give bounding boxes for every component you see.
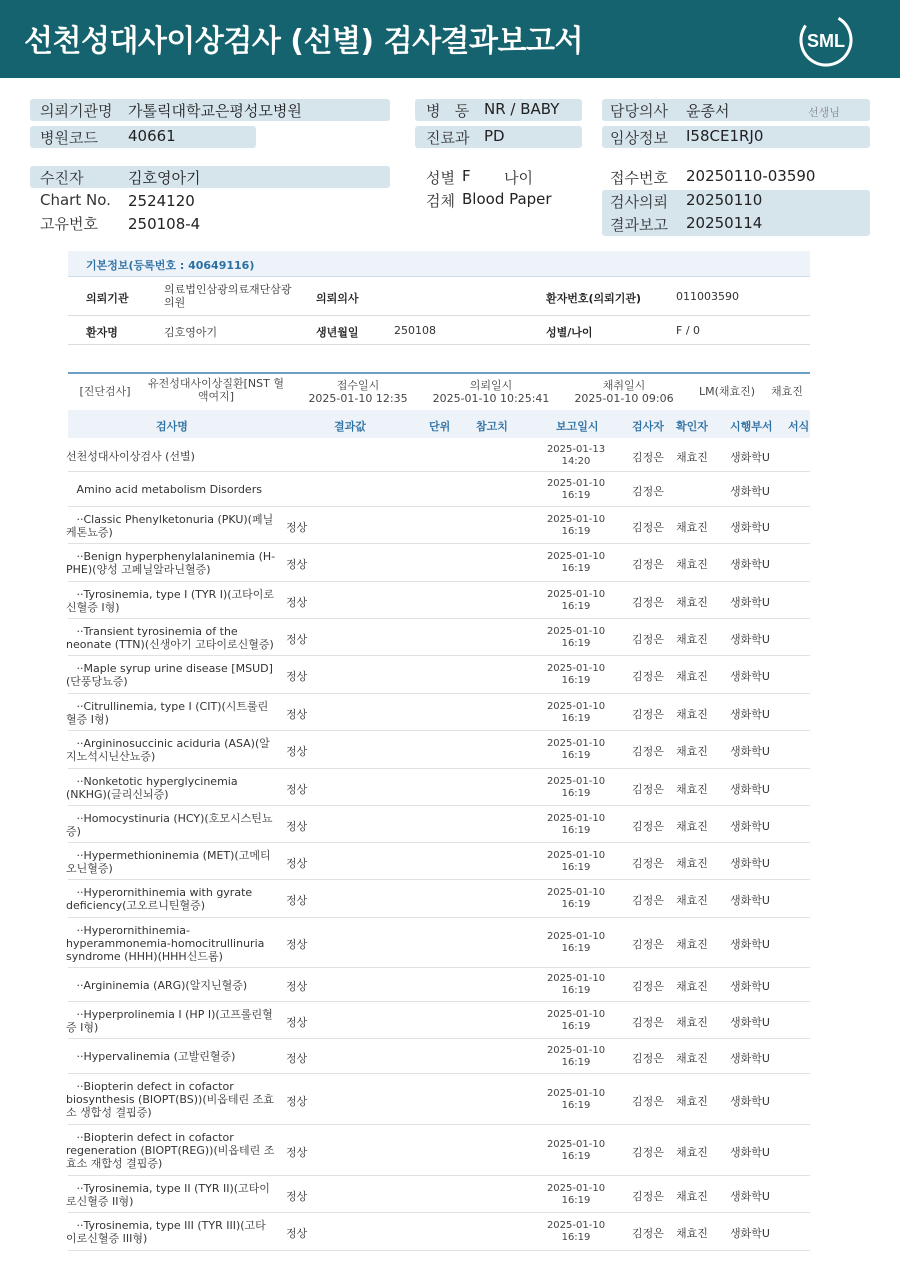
tester: 김정은 bbox=[632, 520, 664, 534]
patient-label: 수진자 bbox=[40, 169, 84, 187]
confirmer: 채효진 bbox=[676, 451, 708, 464]
ward-value: NR / BABY bbox=[484, 100, 560, 118]
test-name: ··Nonketotic hyperglycinemia (NKHG)(글리신뇌증) bbox=[66, 774, 242, 801]
diag-collect-value: 2025-01-10 09:06 bbox=[574, 392, 674, 405]
test-name: ··Hyperornithinemia with gyrate deficiency(고오르니틴혈증) bbox=[66, 886, 256, 912]
diag-test: 유전성대사이상질환[NST 혈액여지] bbox=[148, 377, 284, 403]
report-time: 16:19 bbox=[561, 985, 591, 996]
dept-label: 진료과 bbox=[426, 129, 470, 147]
test-name: Amino acid metabolism Disorders bbox=[66, 483, 262, 496]
tester: 김정은 bbox=[632, 707, 664, 721]
report-datetime bbox=[546, 626, 606, 650]
uid-label: 고유번호 bbox=[40, 215, 98, 233]
tester: 김정은 bbox=[632, 451, 664, 464]
test-name: ··Argininemia (ARG)(알지닌혈증) bbox=[66, 978, 248, 992]
report-datetime bbox=[546, 444, 606, 468]
sex-label: 성별 bbox=[426, 169, 455, 187]
table-row bbox=[68, 769, 810, 806]
tester: 김정은 bbox=[632, 745, 664, 758]
table-row bbox=[68, 582, 810, 619]
result-value: 정상 bbox=[286, 1015, 308, 1029]
result-value: 정상 bbox=[286, 819, 308, 833]
report-date: 2025-01-10 bbox=[546, 738, 606, 749]
report-datetime bbox=[546, 973, 606, 997]
confirmer: 채효진 bbox=[676, 595, 708, 609]
report-date: 2025-01-10 bbox=[546, 1087, 606, 1099]
uid-value: 250108-4 bbox=[128, 215, 201, 233]
report-date: 2025-01-10 bbox=[546, 775, 606, 787]
report-time: 16:19 bbox=[561, 824, 591, 836]
report-value: 20250114 bbox=[686, 214, 763, 232]
specimen-value: Blood Paper bbox=[462, 190, 552, 208]
col-unit: 단위 bbox=[429, 420, 451, 433]
confirmer: 채효진 bbox=[676, 980, 708, 993]
report-date: 2025-01-10 bbox=[546, 625, 606, 637]
request-value: 20250110 bbox=[686, 191, 763, 209]
code-label: 병원코드 bbox=[40, 129, 98, 147]
table-row bbox=[68, 843, 810, 880]
confirmer: 채효진 bbox=[676, 894, 708, 907]
tester: 김정은 bbox=[632, 980, 664, 993]
tester: 김정은 bbox=[632, 632, 664, 646]
report-time: 16:19 bbox=[561, 1056, 591, 1068]
report-datetime bbox=[546, 1088, 606, 1112]
report-time: 16:19 bbox=[561, 861, 591, 873]
basic-info-heading: 기본정보(등록번호 : 40649116) bbox=[86, 259, 255, 272]
doctor-suffix: 선생님 bbox=[808, 106, 840, 119]
test-name: 선천성대사이상검사 (선별) bbox=[66, 450, 195, 463]
tester: 김정은 bbox=[632, 1015, 664, 1029]
report-date: 2025-01-10 bbox=[546, 973, 606, 984]
test-name: ··Citrullinemia, type I (CIT)(시트룰린혈증 I형) bbox=[66, 699, 269, 726]
result-value: 정상 bbox=[286, 1094, 308, 1108]
report-date: 2025-01-10 bbox=[546, 700, 606, 712]
confirmer: 채효진 bbox=[676, 1189, 708, 1203]
test-name: ··Hypermethioninemia (MET)(고메티오닌혈증) bbox=[66, 848, 271, 875]
report-datetime bbox=[546, 589, 606, 613]
diag-collect-label: 채취일시 bbox=[602, 379, 646, 392]
table-row bbox=[68, 544, 810, 582]
doctor-label: 담당의사 bbox=[610, 102, 668, 120]
patient-no-value: 011003590 bbox=[676, 290, 739, 303]
tester: 김정은 bbox=[632, 938, 664, 951]
department: 생화학U bbox=[730, 595, 770, 609]
report-time: 16:19 bbox=[561, 563, 591, 574]
confirmer: 채효진 bbox=[676, 938, 708, 951]
clinical-value: I58CE1RJ0 bbox=[686, 127, 764, 145]
col-confirmer: 확인자 bbox=[676, 420, 708, 433]
patient-no-label: 환자번호(의뢰기관) bbox=[546, 292, 642, 305]
report-datetime bbox=[546, 1045, 606, 1069]
department: 생화학U bbox=[730, 520, 770, 534]
report-datetime bbox=[546, 663, 606, 687]
report-datetime bbox=[546, 1139, 606, 1163]
col-tester: 검사자 bbox=[632, 420, 664, 433]
results-column-header bbox=[68, 410, 810, 438]
report-time: 16:19 bbox=[561, 943, 591, 954]
report-time: 16:19 bbox=[561, 1099, 591, 1111]
ward-label: 병 동 bbox=[426, 102, 470, 120]
report-datetime bbox=[546, 931, 606, 955]
tester: 김정은 bbox=[632, 484, 664, 498]
test-name: ··Benign hyperphenylalaninemia (H-PHE)(양성 고페닐알라닌혈증) bbox=[66, 550, 276, 576]
result-value: 정상 bbox=[286, 707, 308, 721]
table-row bbox=[68, 918, 810, 968]
chart-value: 2524120 bbox=[128, 192, 195, 210]
table-row bbox=[68, 440, 810, 472]
request-label: 검사의뢰 bbox=[610, 193, 668, 211]
test-name: ··Homocystinuria (HCY)(호모시스틴뇨증) bbox=[66, 811, 273, 838]
report-time: 16:19 bbox=[561, 525, 591, 537]
report-time: 16:19 bbox=[561, 489, 591, 501]
department: 생화학U bbox=[730, 782, 770, 796]
diag-receipt-value: 2025-01-10 12:35 bbox=[308, 392, 408, 405]
department: 생화학U bbox=[730, 938, 770, 951]
department: 생화학U bbox=[730, 745, 770, 758]
result-value: 정상 bbox=[286, 782, 308, 796]
report-date: 2025-01-10 bbox=[546, 477, 606, 489]
tester: 김정은 bbox=[632, 1189, 664, 1203]
chart-label: Chart No. bbox=[40, 191, 111, 209]
org-label: 의뢰기관명 bbox=[40, 102, 113, 120]
test-name: ··Tyrosinemia, type I (TYR I)(고타이로신혈증 I형) bbox=[66, 587, 275, 614]
result-value: 정상 bbox=[286, 856, 308, 870]
svg-text:SML: SML bbox=[807, 31, 845, 51]
test-name: ··Transient tyrosinemia of the neonate (TTN)(신생아기 고타이로신혈증) bbox=[66, 624, 274, 651]
tester: 김정은 bbox=[632, 1145, 664, 1159]
result-value: 정상 bbox=[286, 1227, 308, 1240]
result-value: 정상 bbox=[286, 1051, 308, 1065]
table-row bbox=[68, 1125, 810, 1176]
confirmer: 채효진 bbox=[676, 632, 708, 646]
specimen-label: 검체 bbox=[426, 192, 455, 210]
report-date: 2025-01-10 bbox=[546, 513, 606, 525]
confirmer: 채효진 bbox=[676, 1094, 708, 1108]
tester: 김정은 bbox=[632, 558, 664, 571]
report-time: 16:19 bbox=[561, 637, 591, 649]
report-datetime bbox=[546, 478, 606, 502]
confirmer: 채효진 bbox=[676, 1145, 708, 1159]
test-name: ··Argininosuccinic aciduria (ASA)(알지노석시닌산뇨증) bbox=[66, 737, 270, 763]
confirmer: 채효진 bbox=[676, 707, 708, 721]
result-value: 정상 bbox=[286, 632, 308, 646]
test-name: ··Biopterin defect in cofactor biosynthesis (BIOPT(BS))(비옵테린 조효소 생합성 결핍증) bbox=[66, 1080, 274, 1119]
report-datetime bbox=[546, 738, 606, 762]
tester: 김정은 bbox=[632, 1051, 664, 1065]
basic-info-header bbox=[68, 251, 810, 277]
report-date: 2025-01-10 bbox=[546, 1044, 606, 1056]
table-row bbox=[68, 694, 810, 731]
report-time: 16:19 bbox=[561, 600, 591, 612]
report-date: 2025-01-13 bbox=[546, 444, 606, 455]
patient-value: 김호영아기 bbox=[128, 169, 201, 187]
test-name: ··Hyperornithinemia-hyperammonemia-homocitrullinuria syndrome (HHH)(HHH신드롬) bbox=[66, 923, 268, 963]
report-time: 16:19 bbox=[561, 787, 591, 799]
report-datetime bbox=[546, 1183, 606, 1207]
report-datetime bbox=[546, 887, 606, 911]
diag-receipt-label: 접수일시 bbox=[336, 379, 380, 392]
department: 생화학U bbox=[730, 856, 770, 870]
result-value: 정상 bbox=[286, 558, 308, 571]
confirmer: 채효진 bbox=[676, 782, 708, 796]
report-time: 16:19 bbox=[561, 750, 591, 761]
divider bbox=[68, 315, 810, 316]
result-value: 정상 bbox=[286, 745, 308, 758]
req-doctor-label: 의뢰의사 bbox=[316, 292, 359, 305]
department: 생화학U bbox=[730, 1015, 770, 1029]
table-row bbox=[68, 968, 810, 1002]
sex-value: F bbox=[462, 167, 471, 185]
report-time: 16:19 bbox=[561, 1150, 591, 1162]
confirmer: 채효진 bbox=[676, 1051, 708, 1065]
table-row bbox=[68, 880, 810, 918]
table-row bbox=[68, 656, 810, 694]
confirmer: 채효진 bbox=[676, 819, 708, 833]
report-date: 2025-01-10 bbox=[546, 931, 606, 942]
report-datetime bbox=[546, 514, 606, 538]
result-value: 정상 bbox=[286, 938, 308, 951]
report-datetime bbox=[546, 701, 606, 725]
table-row bbox=[68, 806, 810, 843]
report-label: 결과보고 bbox=[610, 216, 668, 234]
test-name: ··Classic Phenylketonuria (PKU)(페닐케톤뇨증) bbox=[66, 512, 274, 539]
report-time: 16:19 bbox=[561, 675, 591, 686]
result-value: 정상 bbox=[286, 1145, 308, 1159]
department: 생화학U bbox=[730, 980, 770, 993]
table-row bbox=[68, 1002, 810, 1039]
patient-bar bbox=[30, 166, 390, 188]
result-value: 정상 bbox=[286, 894, 308, 907]
table-row bbox=[68, 1176, 810, 1213]
sml-logo bbox=[798, 12, 854, 68]
result-value: 정상 bbox=[286, 595, 308, 609]
doctor-value: 윤종서 bbox=[686, 102, 730, 120]
department: 생화학U bbox=[730, 1189, 770, 1203]
test-name: ··Hyperprolinemia I (HP I)(고프롤린혈증 I형) bbox=[66, 1007, 273, 1034]
inst-value: 의료법인삼광의료재단삼광의원 bbox=[164, 283, 292, 309]
table-row bbox=[68, 472, 810, 507]
report-datetime bbox=[546, 1220, 606, 1244]
test-name: ··Hypervalinemia (고발린혈증) bbox=[66, 1050, 236, 1063]
confirmer: 채효진 bbox=[676, 520, 708, 534]
tester: 김정은 bbox=[632, 819, 664, 833]
tester: 김정은 bbox=[632, 1094, 664, 1108]
test-name: ··Maple syrup urine disease [MSUD](단풍당뇨증) bbox=[66, 662, 273, 688]
table-row bbox=[68, 731, 810, 769]
report-title: 선천성대사이상검사 (선별) 검사결과보고서 bbox=[24, 24, 583, 59]
report-date: 2025-01-10 bbox=[546, 588, 606, 600]
result-value: 정상 bbox=[286, 670, 308, 683]
report-datetime bbox=[546, 813, 606, 837]
report-date: 2025-01-10 bbox=[546, 551, 606, 562]
dept-value: PD bbox=[484, 127, 505, 145]
col-reference: 참고치 bbox=[476, 420, 508, 433]
test-name: ··Tyrosinemia, type III (TYR III)(고타이로신혈증 III형) bbox=[66, 1219, 266, 1245]
inst-label: 의뢰기관 bbox=[86, 292, 129, 305]
confirmer: 채효진 bbox=[676, 558, 708, 571]
confirmer: 채효진 bbox=[676, 745, 708, 758]
report-datetime bbox=[546, 551, 606, 575]
confirmer: 채효진 bbox=[676, 1015, 708, 1029]
department: 생화학U bbox=[730, 451, 770, 464]
diag-request-value: 2025-01-10 10:25:41 bbox=[432, 392, 550, 405]
report-time: 16:19 bbox=[561, 899, 591, 910]
tester: 김정은 bbox=[632, 1227, 664, 1240]
tester: 김정은 bbox=[632, 670, 664, 683]
table-row bbox=[68, 1074, 810, 1125]
diag-type: [진단검사] bbox=[79, 385, 131, 398]
report-datetime bbox=[546, 1009, 606, 1033]
department: 생화학U bbox=[730, 670, 770, 683]
department: 생화학U bbox=[730, 894, 770, 907]
table-row bbox=[68, 1039, 810, 1074]
result-value: 정상 bbox=[286, 520, 308, 534]
org-value: 가톨릭대학교은평성모병원 bbox=[128, 102, 302, 120]
tester: 김정은 bbox=[632, 894, 664, 907]
department: 생화학U bbox=[730, 632, 770, 646]
sexage-label: 성별/나이 bbox=[546, 326, 593, 339]
department: 생화학U bbox=[730, 819, 770, 833]
report-datetime bbox=[546, 776, 606, 800]
report-date: 2025-01-10 bbox=[546, 1138, 606, 1150]
birth-value: 250108 bbox=[394, 324, 436, 337]
col-department: 시행부서 bbox=[730, 420, 773, 433]
report-date: 2025-01-10 bbox=[546, 663, 606, 674]
department: 생화학U bbox=[730, 1051, 770, 1065]
confirmer: 채효진 bbox=[676, 1227, 708, 1240]
confirmer: 채효진 bbox=[676, 856, 708, 870]
clinical-label: 임상정보 bbox=[610, 129, 668, 147]
department: 생화학U bbox=[730, 1094, 770, 1108]
tester: 김정은 bbox=[632, 595, 664, 609]
col-test-name: 검사명 bbox=[156, 420, 188, 433]
report-time: 16:19 bbox=[561, 1020, 591, 1032]
department: 생화학U bbox=[730, 558, 770, 571]
report-date: 2025-01-10 bbox=[546, 887, 606, 898]
report-date: 2025-01-10 bbox=[546, 1008, 606, 1020]
confirmer: 채효진 bbox=[676, 670, 708, 683]
test-name: ··Tyrosinemia, type II (TYR II)(고타이로신혈증 II형) bbox=[66, 1181, 270, 1208]
report-date: 2025-01-10 bbox=[546, 1220, 606, 1231]
age-label: 나이 bbox=[504, 169, 533, 187]
report-date: 2025-01-10 bbox=[546, 849, 606, 861]
report-datetime bbox=[546, 850, 606, 874]
receipt-value: 20250110-03590 bbox=[686, 167, 816, 185]
table-row bbox=[68, 619, 810, 656]
col-result: 결과값 bbox=[334, 420, 366, 433]
report-date: 2025-01-10 bbox=[546, 1182, 606, 1194]
patient-name-value: 김호영아기 bbox=[164, 326, 218, 339]
col-form: 서식 bbox=[788, 420, 810, 433]
col-report-date: 보고일시 bbox=[556, 420, 599, 433]
test-name: ··Biopterin defect in cofactor regeneration (BIOPT(REG))(비옵테린 조효소 재합성 결핍증) bbox=[66, 1131, 275, 1170]
department: 생화학U bbox=[730, 1145, 770, 1159]
divider bbox=[68, 344, 810, 345]
patient-name-label: 환자명 bbox=[86, 326, 118, 339]
report-header bbox=[0, 0, 900, 78]
report-time: 16:19 bbox=[561, 1232, 591, 1243]
report-time: 16:19 bbox=[561, 1194, 591, 1206]
birth-label: 생년월일 bbox=[316, 326, 359, 339]
sexage-value: F / 0 bbox=[676, 324, 701, 337]
report-time: 14:20 bbox=[561, 456, 591, 467]
diag-collector: 채효진 bbox=[771, 385, 803, 398]
report-time: 16:19 bbox=[561, 712, 591, 724]
table-row bbox=[68, 1213, 810, 1251]
result-value: 정상 bbox=[286, 1189, 308, 1203]
result-value: 정상 bbox=[286, 980, 308, 993]
receipt-label: 접수번호 bbox=[610, 169, 668, 187]
department: 생화학U bbox=[730, 1227, 770, 1240]
tester: 김정은 bbox=[632, 856, 664, 870]
diag-request-label: 의뢰일시 bbox=[469, 379, 513, 392]
diag-top-rule bbox=[68, 372, 810, 374]
department: 생화학U bbox=[730, 484, 770, 498]
report-date: 2025-01-10 bbox=[546, 812, 606, 824]
table-row bbox=[68, 507, 810, 544]
tester: 김정은 bbox=[632, 782, 664, 796]
code-value: 40661 bbox=[128, 127, 176, 145]
department: 생화학U bbox=[730, 707, 770, 721]
diag-lm: LM(채효진) bbox=[698, 385, 756, 398]
